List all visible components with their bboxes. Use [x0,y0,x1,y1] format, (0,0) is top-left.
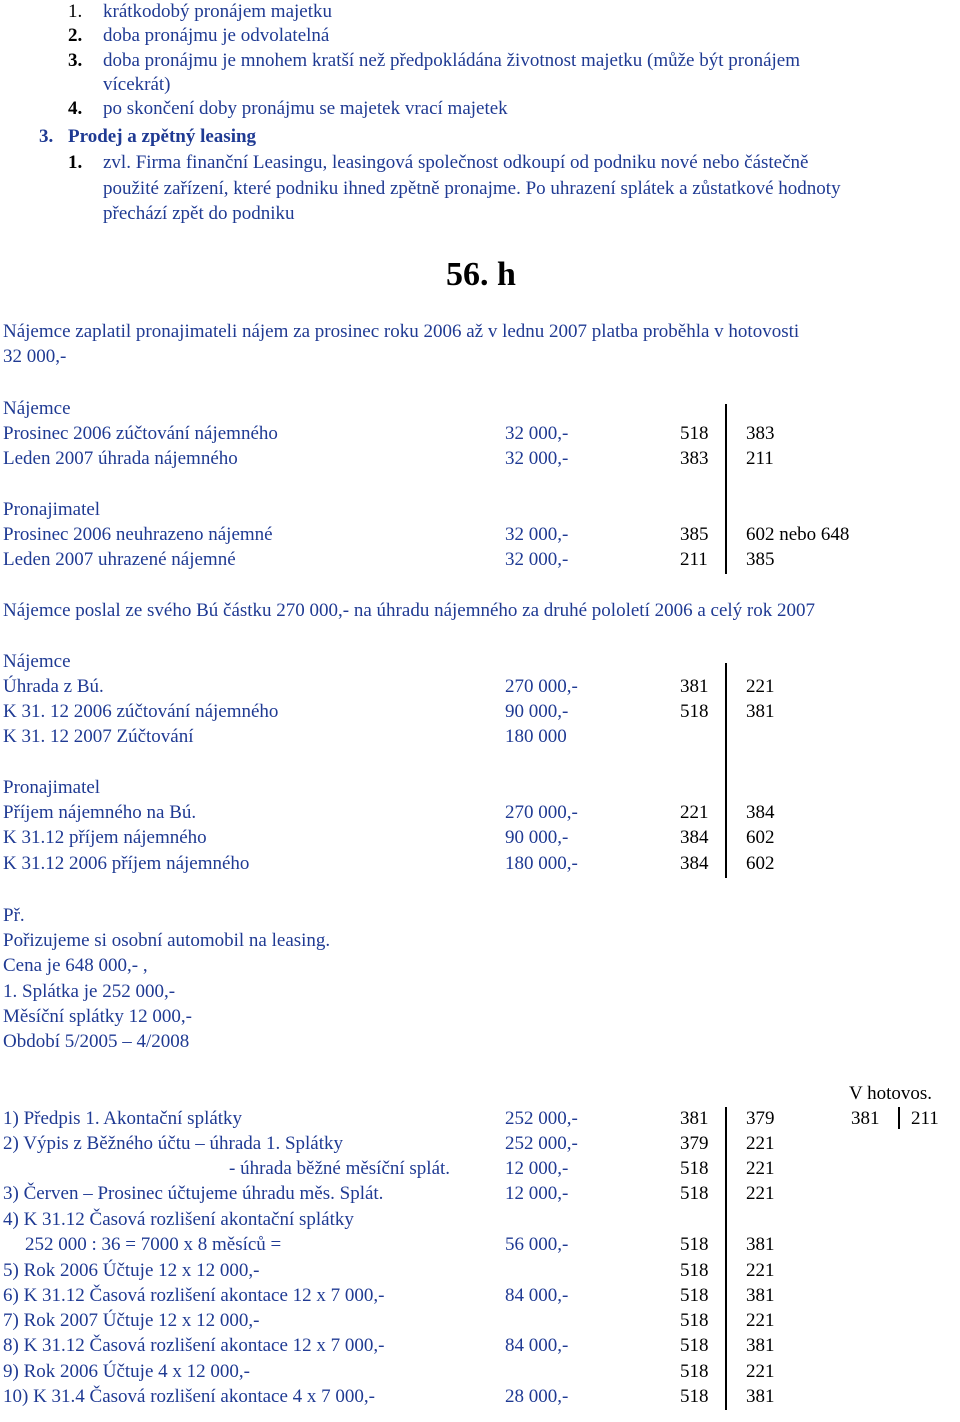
example-line: Měsíční splátky 12 000,- [3,1006,192,1027]
entry-desc: K 31.12 příjem nájemného [3,827,207,848]
journal-desc: 8) K 31.12 Časová rozlišení akontace 12 x 7 000,- [3,1335,385,1356]
entry-credit: 384 [746,802,775,823]
journal-desc: 7) Rok 2007 Účtuje 12 x 12 000,- [3,1310,260,1331]
entry-amount: 90 000,- [505,701,569,722]
entry-amount: 32 000,- [505,448,569,469]
sub-number: 1. [68,152,83,173]
journal-debit: 518 [680,1310,709,1331]
list-num: 1. [68,1,83,22]
journal-desc: 1) Předpis 1. Akontační splátky [3,1108,243,1129]
entry-credit: 602 nebo 648 [746,524,850,545]
entry-desc: Leden 2007 uhrazené nájemné [3,549,236,570]
journal-amount: 252 000,- [505,1133,578,1154]
journal-credit: 381 [746,1285,775,1306]
entry-debit: 383 [680,448,709,469]
example-line: 1. Splátka je 252 000,- [3,981,176,1002]
t-account-divider [725,1107,727,1410]
journal-desc: - úhrada běžné měsíční splát. [229,1158,451,1179]
list-item: vícekrát) [103,74,171,95]
section-title: Prodej a zpětný leasing [68,126,257,147]
journal-debit: 381 [680,1108,709,1129]
section-text: zvl. Firma finanční Leasingu, leasingová společnost odkoupí od podniku nové nebo částečně [103,152,809,173]
section-number: 3. [39,126,54,147]
journal-credit: 381 [746,1335,775,1356]
entry-credit: 602 [746,827,775,848]
pronajimatel-label: Pronajimatel [3,777,101,798]
journal-debit: 518 [680,1183,709,1204]
journal-debit: 518 [680,1234,709,1255]
najemce-label: Nájemce [3,651,71,672]
entry-debit: 385 [680,524,709,545]
entry-credit: 211 [746,448,774,469]
intro-text: Nájemce zaplatil pronajimateli nájem za prosinec roku 2006 až v lednu 2007 platba proběhla v hotovosti [3,321,800,342]
t-account-divider [725,663,727,878]
journal-amount: 252 000,- [505,1108,578,1129]
entry-amount: 270 000,- [505,676,578,697]
entry-credit: 381 [746,701,775,722]
journal-desc: 5) Rok 2006 Účtuje 12 x 12 000,- [3,1260,260,1281]
intro-text: 32 000,- [3,346,67,367]
page-heading: 56. h [446,256,516,293]
entry-credit: 385 [746,549,775,570]
list-num: 4. [68,98,83,119]
entry-debit: 221 [680,802,709,823]
t-account-divider [725,404,727,574]
entry-amount: 270 000,- [505,802,578,823]
section-text: použité zařízení, které podniku ihned zpětně pronajme. Po uhrazení splátek a zůstatkové hodnoty [103,178,841,199]
journal-debit: 518 [680,1285,709,1306]
list-item: krátkodobý pronájem majetku [103,1,332,22]
entry-amount: 180 000,- [505,853,578,874]
journal-credit: 221 [746,1361,775,1382]
journal-credit: 221 [746,1310,775,1331]
entry-debit: 384 [680,827,709,848]
entry-desc: Prosinec 2006 neuhrazeno nájemné [3,524,273,545]
journal-desc: 6) K 31.12 Časová rozlišení akontace 12 x 7 000,- [3,1285,385,1306]
example-line: Období 5/2005 – 4/2008 [3,1031,190,1052]
entry-credit: 221 [746,676,775,697]
journal-amount: 12 000,- [505,1183,569,1204]
entry-credit: 383 [746,423,775,444]
journal-debit: 379 [680,1133,709,1154]
journal-credit: 221 [746,1260,775,1281]
entry-amount: 180 000 [505,726,567,747]
cash-debit: 381 [851,1108,880,1129]
cash-credit: 211 [911,1108,939,1129]
entry-desc: K 31.12 2006 příjem nájemného [3,853,250,874]
journal-credit: 381 [746,1234,775,1255]
journal-amount: 28 000,- [505,1386,569,1407]
journal-desc: 2) Výpis z Běžného účtu – úhrada 1. Splátky [3,1133,343,1154]
pronajimatel-label: Pronajimatel [3,499,101,520]
journal-debit: 518 [680,1386,709,1407]
entry-credit: 602 [746,853,775,874]
list-item: doba pronájmu je odvolatelná [103,25,330,46]
journal-debit: 518 [680,1260,709,1281]
list-item: po skončení doby pronájmu se majetek vrací majetek [103,98,508,119]
journal-debit: 518 [680,1335,709,1356]
entry-desc: K 31. 12 2007 Zúčtování [3,726,194,747]
entry-desc: Leden 2007 úhrada nájemného [3,448,238,469]
journal-desc: 3) Červen – Prosinec účtujeme úhradu měs. Splát. [3,1183,384,1204]
mid-text: Nájemce poslal ze svého Bú částku 270 000,- na úhradu nájemného za druhé pololetí 2006 a celý rok 2007 [3,600,816,621]
entry-debit: 381 [680,676,709,697]
journal-amount: 84 000,- [505,1335,569,1356]
entry-debit: 518 [680,423,709,444]
entry-amount: 32 000,- [505,423,569,444]
example-line: Pořizujeme si osobní automobil na leasing. [3,930,331,951]
journal-credit: 379 [746,1108,775,1129]
journal-desc: 10) K 31.4 Časová rozlišení akontace 4 x 7 000,- [3,1386,375,1407]
entry-desc: Příjem nájemného na Bú. [3,802,197,823]
journal-debit: 518 [680,1361,709,1382]
entry-debit: 384 [680,853,709,874]
entry-amount: 32 000,- [505,549,569,570]
example-line: Cena je 648 000,- , [3,955,148,976]
journal-desc: 4) K 31.12 Časová rozlišení akontační splátky [3,1209,354,1230]
journal-credit: 221 [746,1158,775,1179]
entry-desc: Prosinec 2006 zúčtování nájemného [3,423,278,444]
example-label: Př. [3,905,25,926]
najemce-label: Nájemce [3,398,71,419]
entry-desc: Úhrada z Bú. [3,676,104,697]
cash-divider [898,1107,900,1129]
entry-desc: K 31. 12 2006 zúčtování nájemného [3,701,279,722]
entry-debit: 518 [680,701,709,722]
cash-label: V hotovos. [849,1083,933,1104]
journal-amount: 56 000,- [505,1234,569,1255]
journal-credit: 221 [746,1133,775,1154]
entry-amount: 32 000,- [505,524,569,545]
list-num: 3. [68,50,83,71]
entry-amount: 90 000,- [505,827,569,848]
journal-credit: 221 [746,1183,775,1204]
journal-credit: 381 [746,1386,775,1407]
list-num: 2. [68,25,83,46]
journal-debit: 518 [680,1158,709,1179]
journal-amount: 84 000,- [505,1285,569,1306]
list-item: doba pronájmu je mnohem kratší než předpokládána životnost majetku (může být pronájem [103,50,800,71]
entry-debit: 211 [680,549,708,570]
journal-desc: 252 000 : 36 = 7000 x 8 měsíců = [25,1234,282,1255]
section-text: přechází zpět do podniku [103,203,295,224]
journal-amount: 12 000,- [505,1158,569,1179]
journal-desc: 9) Rok 2006 Účtuje 4 x 12 000,- [3,1361,250,1382]
